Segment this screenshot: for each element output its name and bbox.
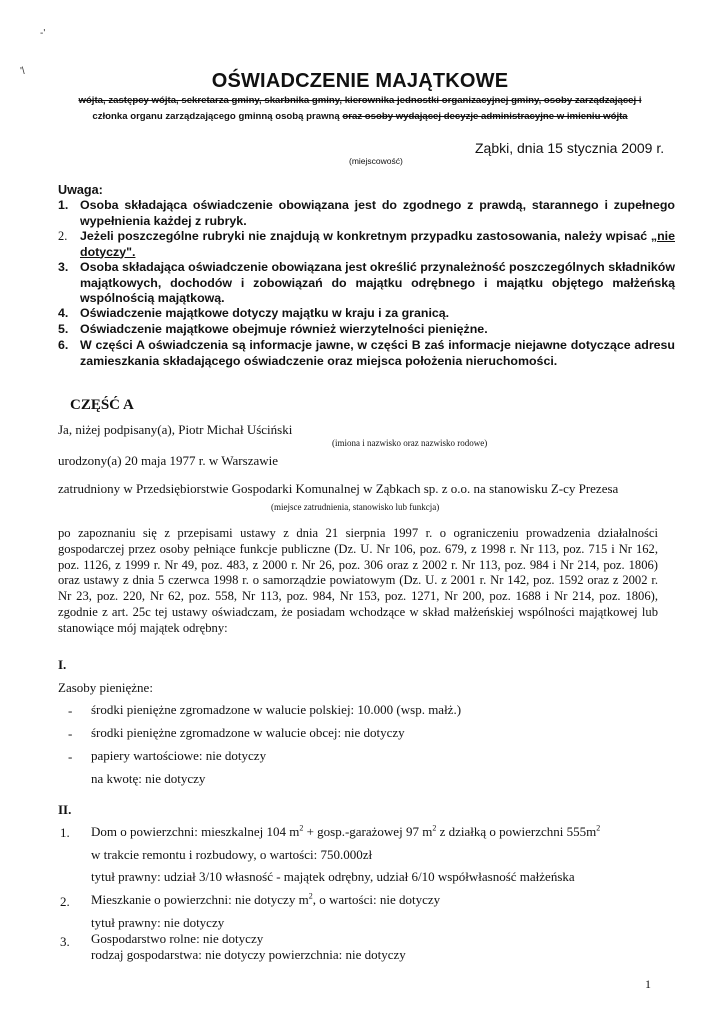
note-item-2 — [58, 229, 678, 260]
sup-2: 2 — [299, 823, 304, 833]
farm-type: rodzaj gospodarstwa: nie dotyczy powierzchnia: nie dotyczy — [91, 947, 406, 962]
securities: papiery wartościowe: nie dotyczy — [91, 748, 267, 763]
item-number: 2. — [60, 894, 70, 909]
subtitle-struck: wójta, zastępcy wójta, sekretarza gminy, skarbnika gminy, kierownika jednostki organizacyjnej gminy, osoby zarządzającej i — [78, 95, 642, 106]
note-item-6 — [58, 338, 678, 384]
note-text-main: Jeżeli poszczególne rubryki nie znajdują w konkretnym przypadku zastosowania, należy wpisać — [80, 229, 651, 243]
document-title: OŚWIADCZENIE MAJĄTKOWE — [211, 70, 509, 92]
subtitle-line-2 — [0, 111, 720, 122]
sup-2: 2 — [308, 891, 313, 901]
apartment-title: tytuł prawny: nie dotyczy — [91, 915, 225, 930]
note-text: Osoba składająca oświadczenie obowiązana jest do zgodnego z prawdą, starannego i zupełnego wypełnienia każdej z rubryk. — [80, 198, 675, 228]
apartment-value: , o wartości: nie dotyczy — [312, 892, 441, 907]
note-item-5 — [58, 322, 678, 338]
declaration-paragraph: po zapoznaniu się z przepisami ustawy z dnia 21 sierpnia 1997 r. o ograniczeniu prowadzenia działalności gospodarczej przez osoby pełniące funkcje publiczne (Dz. U. Nr 106, poz. 679, z 1998 r. Nr 113, poz. 715 i Nr 162, poz. 1126, z 1999 r. Nr 49, poz. 483, z 2000 r. Nr 26, poz. 306 oraz z 2002 r. Nr 113, poz. 984 i Nr 214, poz. 1806) oraz ustawy z dnia 5 czerwca 1998 r. o samorządzie powiatowym (Dz. U. z 2001 r. Nr 142, poz. 1592 oraz z 2002 r. Nr 23, poz. 220, Nr 62, poz. 558, Nr 113, poz. 984, Nr 153, poz. 1271, Nr 200, poz. 1688 i Nr 214, poz. 1806), zgodnie z art. 25c tej ustawy oświadczam, że posiadam wchodzące w skład małżeńskiej wspólności majątkowej lub stanowiące mój majątek odrębny: — [58, 526, 658, 635]
page-number: 1 — [645, 977, 651, 991]
note-item-3 — [58, 260, 678, 306]
house-line — [91, 824, 600, 840]
notes-heading: Uwaga: — [58, 183, 103, 197]
employment-line: zatrudniony w Przedsiębiorstwie Gospodarki Komunalnej w Ząbkach sp. z o.o. na stanowisku Z-cy Prezesa — [58, 481, 619, 496]
section-1-heading: I. — [58, 657, 67, 672]
note-number: 4. — [58, 306, 69, 320]
declarant-label: (imiona i nazwisko oraz nazwisko rodowe) — [332, 438, 488, 448]
note-number: 2. — [58, 229, 68, 243]
nie-dotyczy-phrase: „nie dotyczy". — [80, 229, 675, 259]
bullet-dash: - — [68, 726, 73, 741]
note-number: 5. — [58, 322, 69, 336]
place-date: Ząbki, dnia 15 stycznia 2009 r. — [475, 140, 665, 156]
declarant-line: Ja, niżej podpisany(a), Piotr Michał Uściński — [58, 422, 293, 437]
item-number: 1. — [60, 825, 70, 840]
securities-amount: na kwotę: nie dotyczy — [91, 771, 206, 786]
place-label: (miejscowość) — [349, 156, 403, 166]
apartment-line — [91, 892, 440, 908]
house-garage-area: + gosp.-garażowej 97 m — [303, 824, 433, 839]
margin-mark: '\ — [20, 66, 25, 77]
house-plot-area: z działką o powierzchni 555m — [436, 824, 597, 839]
note-number: 3. — [58, 260, 69, 274]
apartment-area: Mieszkanie o powierzchni: nie dotyczy m — [91, 892, 309, 907]
note-text: W części A oświadczenia są informacje jawne, w części B zaś informacje niejawne dotyczące adresu zamieszkania składającego oświadczenie oraz miejsca położenia nieruchomości. — [80, 338, 675, 368]
cash-pln: środki pieniężne zgromadzone w walucie polskiej: 10.000 (wsp. małż.) — [91, 702, 462, 717]
part-a-heading: CZĘŚĆ A — [70, 397, 134, 413]
note-number: 1. — [58, 198, 69, 212]
note-item-1 — [58, 198, 678, 229]
sup-2: 2 — [432, 823, 437, 833]
note-text: Oświadczenie majątkowe dotyczy majątku w kraju i za granicą. — [80, 306, 450, 320]
house-title: tytuł prawny: udział 3/10 własność - majątek odrębny, udział 6/10 współwłasność małżeńska — [91, 869, 575, 884]
bullet-dash: - — [68, 749, 73, 764]
house-living-area: Dom o powierzchni: mieszkalnej 104 m — [91, 824, 300, 839]
house-value: w trakcie remontu i rozbudowy, o wartości: 750.000zł — [91, 847, 373, 862]
cash-foreign: środki pieniężne zgromadzone w walucie obcej: nie dotyczy — [91, 725, 405, 740]
employment-label: (miejsce zatrudnienia, stanowisko lub funkcja) — [271, 502, 440, 512]
bullet-dash: - — [68, 703, 73, 718]
sup-2: 2 — [596, 823, 601, 833]
note-number: 6. — [58, 338, 69, 352]
margin-mark: -' — [40, 28, 46, 39]
farm-line: Gospodarstwo rolne: nie dotyczy — [91, 931, 264, 946]
subtitle-plain: członka organu zarządzającego gminną osobą prawną — [92, 111, 343, 122]
note-item-4 — [58, 306, 678, 322]
note-text: Osoba składająca oświadczenie obowiązana jest określić przynależność poszczególnych składników majątkowych, dochodów i zobowiązań do majątku odrębnego i majątku objętego małżeńską wspólnością majątkową. — [80, 260, 675, 305]
item-number: 3. — [60, 934, 70, 949]
note-text: Oświadczenie majątkowe obejmuje również wierzytelności pieniężne. — [80, 322, 488, 336]
subtitle-struck-2: oraz osoby wydającej decyzje administracyjne w imieniu wójta — [342, 111, 628, 122]
section-1-label: Zasoby pieniężne: — [58, 680, 153, 695]
born-line: urodzony(a) 20 maja 1977 r. w Warszawie — [58, 453, 279, 468]
section-2-heading: II. — [58, 802, 72, 817]
note-text — [80, 229, 675, 260]
